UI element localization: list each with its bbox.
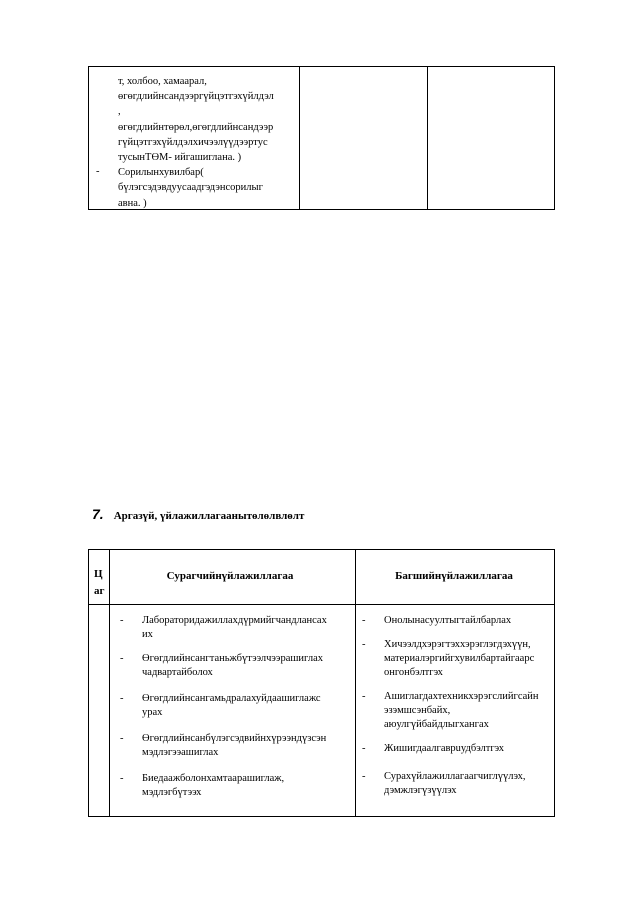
body-cell-time xyxy=(89,605,110,817)
list-dash: - xyxy=(120,653,124,664)
header-time-line: Ц xyxy=(94,568,103,580)
top-cell-line: бүлэгсэдэвдуусаадгэдэнсорилыг xyxy=(118,182,263,194)
list-dash: - xyxy=(362,691,366,702)
list-item xyxy=(120,692,350,720)
list-item-line: Өгөгдлийнсанбүлэгсэдвийнхүрээндүзсэн xyxy=(142,733,327,744)
list-dash: - xyxy=(120,615,124,626)
list-item-line: онгонбэлтгэх xyxy=(384,667,443,678)
list-item-line: Ашиглагдахтехникхэрэгслийгсайн xyxy=(384,691,539,702)
list-dash: - xyxy=(120,733,124,744)
list-item xyxy=(362,770,554,798)
header-time xyxy=(94,566,105,600)
list-item xyxy=(362,742,554,756)
top-cell-line: авна. ) xyxy=(118,197,147,209)
student-activity-list xyxy=(120,614,350,800)
top-cell-line: т, холбоо, хамаарал, xyxy=(118,76,207,87)
header-student: Сурагчийнүйлажиллагаа xyxy=(166,570,294,582)
list-item-line: Онолынасуултыгтайлбарлах xyxy=(384,615,512,626)
top-table-cell-empty xyxy=(428,67,555,210)
list-dash: - xyxy=(362,771,366,782)
top-cell-line: тусынТӨМ- ийгашиглана. ) xyxy=(118,151,242,163)
list-item xyxy=(120,614,350,642)
top-table-cell-empty xyxy=(300,67,428,210)
top-cell-line: өгөгдлийнтөрөл,өгөгдлийнсандээр xyxy=(118,121,274,133)
list-item-line: Өгөгдлийнсангамьдралахуйдаашиглажс xyxy=(142,693,321,704)
section-number: 7. xyxy=(92,506,104,522)
list-item-line: мэдлэгээашиглах xyxy=(142,747,219,758)
list-item-line: их xyxy=(142,629,153,640)
list-item-line: Лабораторидажиллахдүрмийгчандлансах xyxy=(142,615,327,626)
list-item xyxy=(120,772,350,800)
list-item-line: Биедаажболонхамтаарашиглаж, xyxy=(142,773,285,784)
section-heading xyxy=(92,506,304,524)
list-item xyxy=(362,690,554,732)
list-dash: - xyxy=(120,693,124,704)
top-cell-line: гүйцэтгэхүйлдэлхичээлүүдээртус xyxy=(118,136,268,148)
list-item-line: дэмжлэгүзүүлэх xyxy=(384,785,457,796)
list-item-line: мэдлэгбүтээх xyxy=(142,787,202,798)
list-item-line: урах xyxy=(142,707,163,718)
list-dash: - xyxy=(362,639,366,650)
section-title: Аргазүй, үйлажиллагаанытөлөлвлөлт xyxy=(113,510,305,522)
list-item xyxy=(120,652,350,680)
top-cell-line: өгөгдлийнсандээргүйцэтгэхүйлдэл xyxy=(118,91,274,103)
list-item-line: эзэмшсэнбайх, xyxy=(384,705,451,716)
list-item xyxy=(120,732,350,760)
list-item-line: аюулгүйбайдлыгхангах xyxy=(384,719,489,730)
list-item-line: Сурахүйлажиллагаагчиглүүлэх, xyxy=(384,771,526,782)
list-item xyxy=(362,614,554,628)
list-dash: - xyxy=(362,743,366,754)
list-item-line: материалэргийгхувилбартайгаарс xyxy=(384,653,535,664)
header-time-line: аг xyxy=(94,585,105,597)
list-item-line: Хичээлдхэрэгтэххэрэглэгдэхүүн, xyxy=(384,639,531,650)
list-dash: - xyxy=(120,773,124,784)
teacher-activity-list xyxy=(362,614,554,798)
list-item-line: Өгөгдлийнсангтаньжбүтээлчээрашиглах xyxy=(142,653,323,664)
list-dash: - xyxy=(362,615,366,626)
list-item xyxy=(362,638,554,680)
top-cell-line: , xyxy=(118,106,121,118)
header-teacher: Багшийнүйлажиллагаа xyxy=(395,570,513,582)
top-cell-bullet: - xyxy=(96,166,100,177)
list-item-line: Жишигдаалгаврuудбэлтгэх xyxy=(384,743,505,754)
top-cell-line: Сорилынхувилбар( xyxy=(118,167,204,179)
list-item-line: чадвартайболох xyxy=(142,667,213,678)
top-cell-text xyxy=(118,74,304,211)
